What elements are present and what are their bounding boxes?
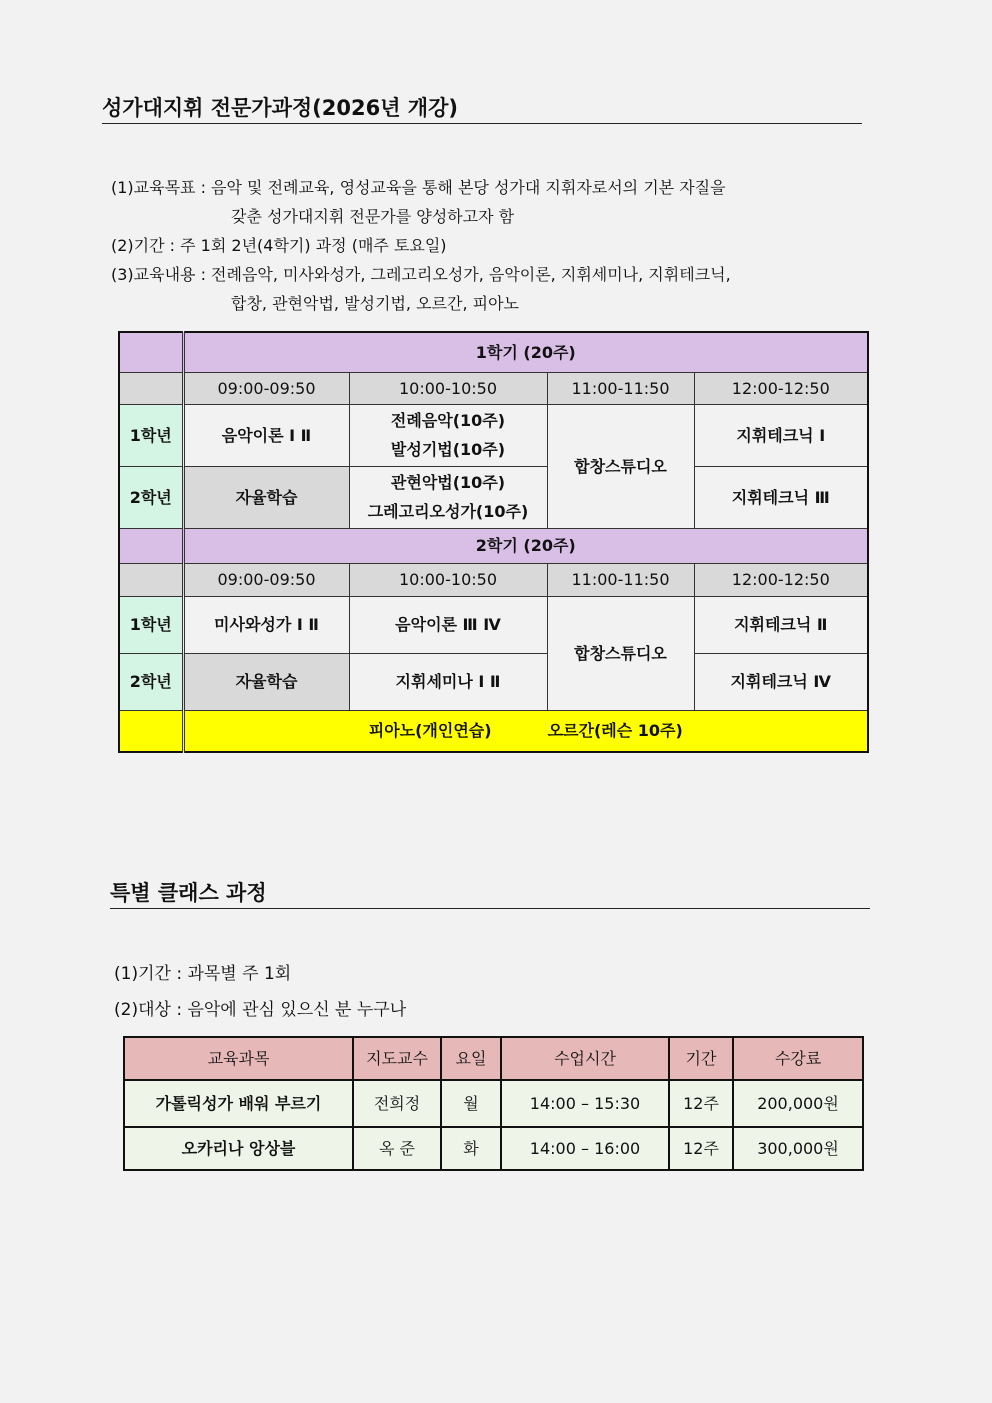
organ-note: 오르간(레슨 10주) bbox=[547, 721, 683, 741]
special-class-table bbox=[123, 1036, 864, 1171]
course-name: 오카리나 앙상블 bbox=[124, 1127, 353, 1170]
course-cell: 지휘세미나 Ⅰ Ⅱ bbox=[349, 653, 547, 710]
header-cell: 기간 bbox=[669, 1037, 733, 1080]
table-row bbox=[124, 1127, 863, 1170]
time-slot: 10:00-10:50 bbox=[349, 563, 547, 596]
semester2-label: 2학기 (20주) bbox=[183, 528, 868, 563]
special-target: (2)대상 : 음악에 관심 있으신 분 누구나 bbox=[114, 1000, 407, 1020]
course-cell: 지휘테크닉 Ⅰ bbox=[694, 404, 868, 466]
course-cell: 미사와성가 Ⅰ Ⅱ bbox=[183, 596, 349, 653]
time-slot: 09:00-09:50 bbox=[183, 372, 349, 404]
instructor: 옥 준 bbox=[353, 1127, 441, 1170]
semester1-label: 1학기 (20주) bbox=[183, 332, 868, 372]
class-time: 14:00 – 16:00 bbox=[501, 1127, 669, 1170]
header-cell: 지도교수 bbox=[353, 1037, 441, 1080]
instructor: 전희정 bbox=[353, 1080, 441, 1127]
duration: 12주 bbox=[669, 1127, 733, 1170]
time-slot: 09:00-09:50 bbox=[183, 563, 349, 596]
choir-studio-cell: 합창스튜디오 bbox=[547, 596, 694, 710]
year-label: 2학년 bbox=[119, 466, 183, 528]
footer-row bbox=[183, 710, 868, 752]
choir-studio-cell: 합창스튜디오 bbox=[547, 404, 694, 528]
special-info bbox=[114, 956, 406, 1028]
content-line2: 합창, 관현악법, 발성기법, 오르간, 피아노 bbox=[231, 294, 519, 313]
header-cell: 수업시간 bbox=[501, 1037, 669, 1080]
year-label: 1학년 bbox=[119, 596, 183, 653]
course-cell: 지휘테크닉 Ⅲ bbox=[694, 466, 868, 528]
period: (2)기간 : 주 1회 2년(4학기) 과정 (매주 토요일) bbox=[111, 236, 447, 255]
course-cell: 관현악법(10주) 그레고리오성가(10주) bbox=[349, 466, 547, 528]
course-cell: 자율학습 bbox=[183, 466, 349, 528]
header-cell: 수강료 bbox=[733, 1037, 863, 1080]
course-cell: 전례음악(10주) 발성기법(10주) bbox=[349, 404, 547, 466]
content-line1: (3)교육내용 : 전례음악, 미사와성가, 그레고리오성가, 음악이론, 지휘세미나, 지휘테크닉, bbox=[111, 265, 731, 284]
time-slot: 12:00-12:50 bbox=[694, 563, 868, 596]
education-goal bbox=[111, 173, 731, 318]
course-cell: 지휘테크닉 Ⅱ bbox=[694, 596, 868, 653]
section1-title: 성가대지휘 전문가과정(2026년 개강) bbox=[102, 92, 862, 124]
schedule-table bbox=[118, 331, 869, 753]
time-slot: 12:00-12:50 bbox=[694, 372, 868, 404]
section2-title: 특별 클래스 과정 bbox=[110, 877, 870, 909]
fee: 300,000원 bbox=[733, 1127, 863, 1170]
goal-line2: 갖춘 성가대지휘 전문가를 양성하고자 함 bbox=[231, 207, 515, 226]
time-slot: 11:00-11:50 bbox=[547, 372, 694, 404]
table-row bbox=[124, 1080, 863, 1127]
fee: 200,000원 bbox=[733, 1080, 863, 1127]
class-time: 14:00 – 15:30 bbox=[501, 1080, 669, 1127]
special-period: (1)기간 : 과목별 주 1회 bbox=[114, 964, 292, 984]
course-name: 가톨릭성가 배워 부르기 bbox=[124, 1080, 353, 1127]
piano-note: 피아노(개인연습) bbox=[368, 721, 492, 741]
day: 화 bbox=[441, 1127, 501, 1170]
header-cell: 요일 bbox=[441, 1037, 501, 1080]
day: 월 bbox=[441, 1080, 501, 1127]
duration: 12주 bbox=[669, 1080, 733, 1127]
time-slot: 11:00-11:50 bbox=[547, 563, 694, 596]
year-label: 1학년 bbox=[119, 404, 183, 466]
course-cell: 지휘테크닉 Ⅳ bbox=[694, 653, 868, 710]
course-cell: 음악이론 Ⅲ Ⅳ bbox=[349, 596, 547, 653]
goal-line1: (1)교육목표 : 음악 및 전례교육, 영성교육을 통해 본당 성가대 지휘자로서의 기본 자질을 bbox=[111, 178, 726, 197]
header-cell: 교육과목 bbox=[124, 1037, 353, 1080]
year-label: 2학년 bbox=[119, 653, 183, 710]
time-slot: 10:00-10:50 bbox=[349, 372, 547, 404]
course-cell: 음악이론 Ⅰ Ⅱ bbox=[183, 404, 349, 466]
course-cell: 자율학습 bbox=[183, 653, 349, 710]
